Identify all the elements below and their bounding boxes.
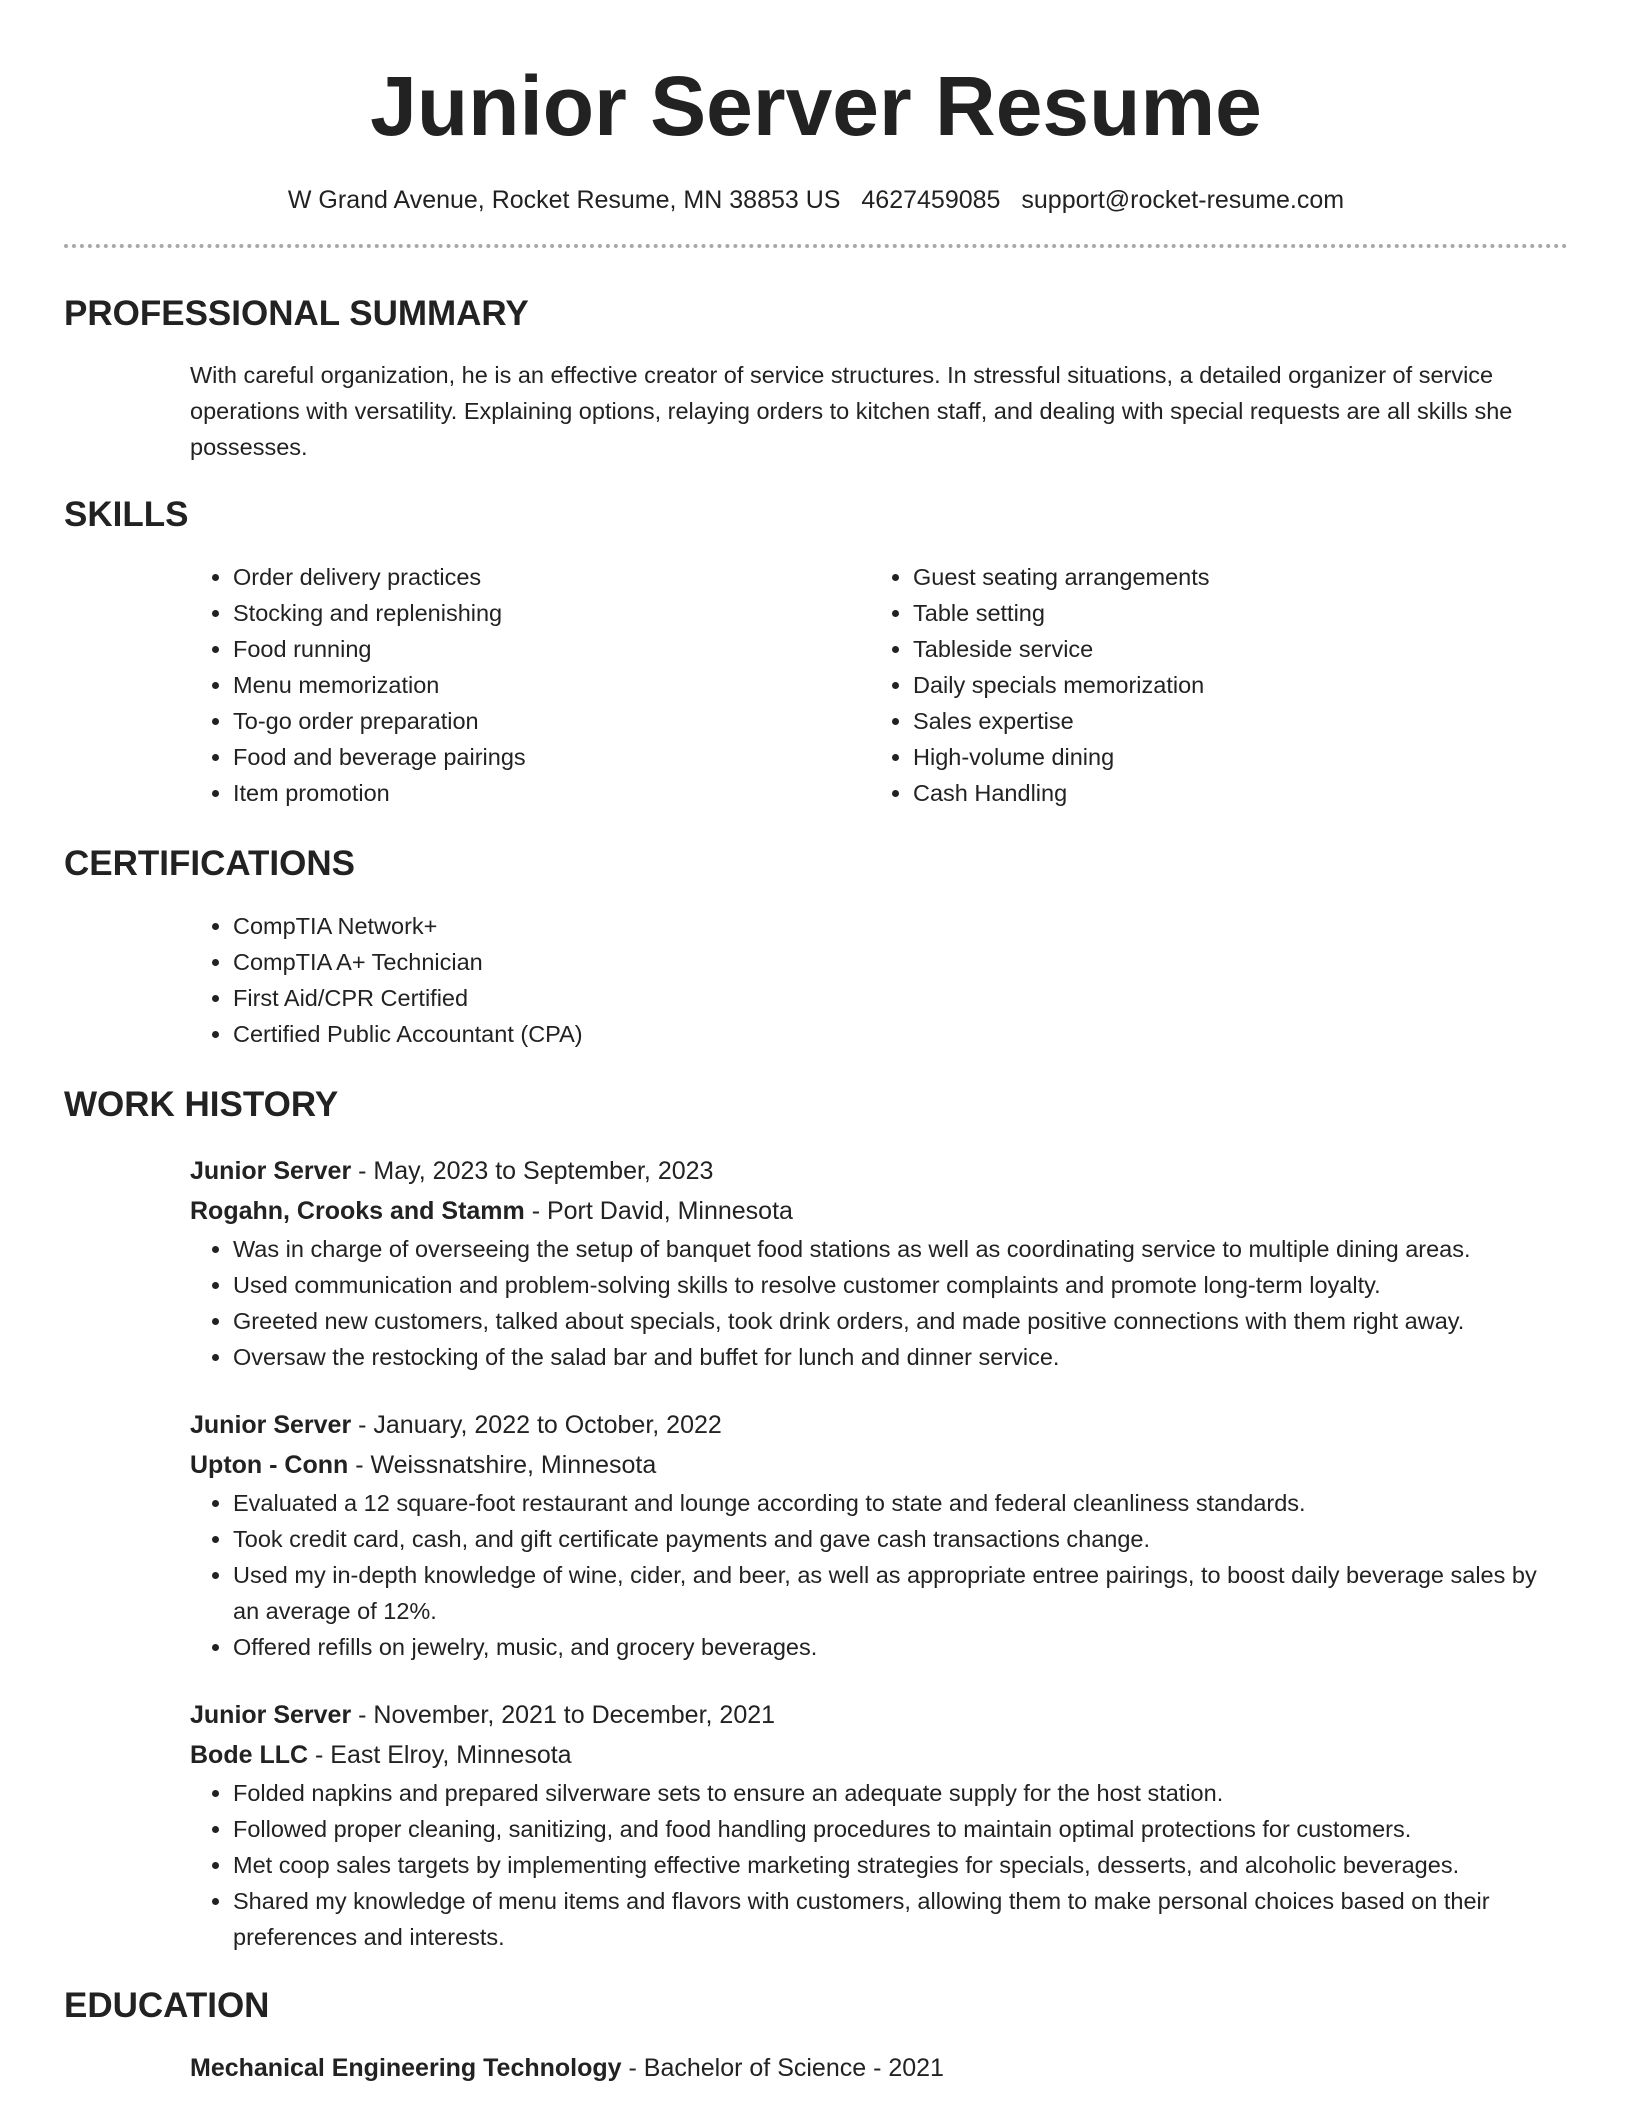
job-bullet: • Met coop sales targets by implementing effective marketing strategies for specials, desserts, and alcoholic beverages. <box>233 1847 1568 1883</box>
skill-item: • Stocking and replenishing <box>233 595 870 631</box>
job-bullet: • Used my in-depth knowledge of wine, cider, and beer, as well as appropriate entree pairings, to boost daily beverage sales by an average of 12%. <box>233 1557 1568 1629</box>
skills-heading: SKILLS <box>64 495 189 534</box>
job-bullet: • Folded napkins and prepared silverware sets to ensure an adequate supply for the host station. <box>233 1775 1568 1811</box>
education-school: Mechanical Engineering Technology <box>190 2054 622 2082</box>
skill-item: • Food running <box>233 631 870 667</box>
job-company: Rogahn, Crooks and Stamm <box>190 1197 525 1225</box>
job-location: - Weissnatshire, Minnesota <box>348 1451 657 1479</box>
summary-text: With careful organization, he is an effective creator of service structures. In stressful situations, a detailed organizer of service operations with versatility. Explaining options, relaying orders to kitchen staff, and dealing with special requests are all skills she possesses. <box>190 362 1513 460</box>
skill-item: • Guest seating arrangements <box>913 559 1550 595</box>
contact-phone: 4627459085 <box>861 186 1001 214</box>
skill-item: • Food and beverage pairings <box>233 739 870 775</box>
job-bullet: • Offered refills on jewelry, music, and grocery beverages. <box>233 1629 1568 1665</box>
job-title-line <box>190 1695 1568 1735</box>
job-title-line <box>190 1405 1568 1445</box>
job-bullet: • Shared my knowledge of menu items and flavors with customers, allowing them to make personal choices based on their preferences and interests. <box>233 1883 1568 1955</box>
certification-item: • CompTIA A+ Technician <box>233 944 1568 980</box>
resume-title: Junior Server Resume <box>370 59 1262 153</box>
job-bullet: • Greeted new customers, talked about specials, took drink orders, and made positive connections with them right away. <box>233 1303 1568 1339</box>
contact-address: W Grand Avenue, Rocket Resume, MN 38853 US <box>287 186 841 214</box>
job-company: Bode LLC <box>190 1741 309 1769</box>
summary-heading: PROFESSIONAL SUMMARY <box>64 294 529 333</box>
certification-item: • Certified Public Accountant (CPA) <box>233 1016 1568 1052</box>
job-location: - Port David, Minnesota <box>524 1197 793 1225</box>
job-company-line <box>190 1735 1568 1775</box>
job-entry <box>190 1405 1568 1665</box>
skill-item: • High-volume dining <box>913 739 1550 775</box>
skill-item: • Cash Handling <box>913 775 1550 811</box>
skill-item: • Tableside service <box>913 631 1550 667</box>
job-bullet: • Evaluated a 12 square-foot restaurant and lounge according to state and federal cleanliness standards. <box>233 1485 1568 1521</box>
job-bullet: • Followed proper cleaning, sanitizing, and food handling procedures to maintain optimal protections for customers. <box>233 1811 1568 1847</box>
job-location: - East Elroy, Minnesota <box>308 1741 572 1769</box>
job-entry <box>190 1695 1568 1955</box>
skill-item: • To-go order preparation <box>233 703 870 739</box>
skill-item: • Item promotion <box>233 775 870 811</box>
job-title: Junior Server <box>190 1157 352 1185</box>
certifications-list <box>190 908 1568 1052</box>
skills-list-left <box>190 559 870 811</box>
job-title: Junior Server <box>190 1701 352 1729</box>
job-bullet: • Used communication and problem-solving skills to resolve customer complaints and promote long-term loyalty. <box>233 1267 1568 1303</box>
certification-item: • CompTIA Network+ <box>233 908 1568 944</box>
job-company-line <box>190 1191 1568 1231</box>
skill-item: • Table setting <box>913 595 1550 631</box>
job-bullet: • Oversaw the restocking of the salad bar and buffet for lunch and dinner service. <box>233 1339 1568 1375</box>
job-bullet: • Was in charge of overseeing the setup of banquet food stations as well as coordinating service to multiple dining areas. <box>233 1231 1568 1267</box>
skills-grid <box>190 559 1568 811</box>
header-divider <box>64 244 1568 248</box>
education-entry <box>190 2048 1568 2088</box>
job-bullet: • Took credit card, cash, and gift certificate payments and gave cash transactions change. <box>233 1521 1568 1557</box>
skills-column-left <box>190 559 870 811</box>
skill-item: • Sales expertise <box>913 703 1550 739</box>
certification-item: • First Aid/CPR Certified <box>233 980 1568 1016</box>
job-title-line <box>190 1151 1568 1191</box>
work-history-heading: WORK HISTORY <box>64 1085 339 1124</box>
certifications-heading: CERTIFICATIONS <box>64 844 356 883</box>
skill-item: • Menu memorization <box>233 667 870 703</box>
job-company-line <box>190 1445 1568 1485</box>
skills-column-right <box>870 559 1550 811</box>
skill-item: • Order delivery practices <box>233 559 870 595</box>
resume-page <box>64 0 1568 2088</box>
skills-list-right <box>870 559 1550 811</box>
education-heading: EDUCATION <box>64 1986 270 2025</box>
job-entry <box>190 1151 1568 1375</box>
job-title: Junior Server <box>190 1411 352 1439</box>
job-dates: - January, 2022 to October, 2022 <box>351 1411 722 1439</box>
contact-line <box>64 182 1568 218</box>
job-dates: - May, 2023 to September, 2023 <box>351 1157 714 1185</box>
skill-item: • Daily specials memorization <box>913 667 1550 703</box>
job-bullets <box>190 1775 1568 1955</box>
contact-email: support@rocket-resume.com <box>1021 186 1345 214</box>
job-dates: - November, 2021 to December, 2021 <box>351 1701 776 1729</box>
job-bullets <box>190 1485 1568 1665</box>
education-degree: - Bachelor of Science - 2021 <box>621 2054 944 2082</box>
certifications-bullets <box>190 908 1568 1052</box>
job-bullets <box>190 1231 1568 1375</box>
job-company: Upton - Conn <box>190 1451 349 1479</box>
